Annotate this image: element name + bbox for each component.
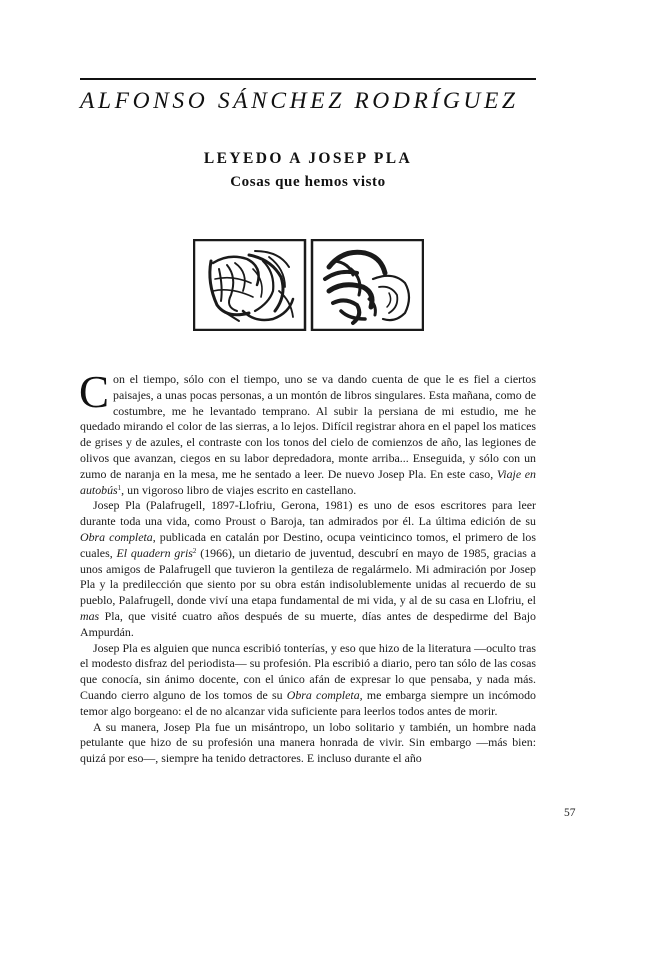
footnote-ref: 2 bbox=[192, 546, 197, 555]
book-title: El quadern gris bbox=[116, 545, 193, 560]
illustration-panel-right bbox=[312, 240, 423, 330]
italic-term: mas bbox=[80, 608, 100, 623]
article-subtitle: Cosas que hemos visto bbox=[230, 174, 386, 190]
book-title: Viaje en autobús bbox=[80, 466, 537, 497]
drop-cap: C bbox=[79, 367, 110, 417]
paragraph-1: Con el tiempo, sólo con el tiempo, uno se va dando cuenta de que le es fiel a ciertos paisajes, a unas pocas personas, a un montón de libros singulares. Esta mañana, como de costumbre, me he levantado temprano. Al subir la persiana de mi estudio, me he quedado mirando el color de las sierras, a lo lejos. Difícil registrar ahora en el papel los matices de grises y de azules, el contraste con los tonos del cielo de comienzos de año, las legiones de olivos que avanzan, ciegos en su labor depredadora, monte arriba... Enseguida, y sólo con un zumo de naranja en la mesa, me he sentado a leer. De nuevo Josep Pla. En este caso, Viaje en autobús$^1$, un vigoroso libro de viajes escrito en castellano. bbox=[79, 367, 537, 497]
article-title: LEYEDO A JOSEP PLA bbox=[203, 150, 413, 167]
author-name: ALFONSO SÁNCHEZ RODRÍGUEZ bbox=[80, 88, 519, 114]
illustration-panel-left bbox=[194, 240, 305, 330]
illustration bbox=[193, 239, 424, 331]
paragraph-2: Josep Pla (Palafrugell, 1897-Llofriu, Gerona, 1981) es uno de esos escritores para leer durante toda una vida, como Proust o Baroja, tan admirados por él. La última edición de su Obra completa, publicada en catalán por Destino, ocupa veinticinco tomos, el primero de los cuales, El quadern gris$^2$ (1966), un dietario de juventud, descubrí en mayo de 1985, gracias a unos amigos de Palafrugell que tuvieron la gentileza de regalármelo. Mi admiración por Josep Pla y la predilección que siento por su obra están indisolublemente unidas al recuerdo de su pueblo, Palafrugell, donde viví una etapa fundamental de mi vida, y al de su casa en Llofriu, el mas Pla, que visité cuatro años después de su muerte, días antes de despedirme del Bajo Ampurdán. bbox=[80, 498, 537, 639]
paragraph-4: A su manera, Josep Pla fue un misántropo, un lobo solitario y también, un hombre nada petulante que hizo de su profesión una manera honrada de vivir. Sin embargo —más bien: quizá por eso—, siempre ha tenido detractores. E incluso durante el año bbox=[80, 719, 536, 766]
page-number: 57 bbox=[564, 807, 576, 819]
article-body bbox=[79, 367, 537, 767]
book-title: Obra completa, bbox=[286, 687, 363, 702]
footnote-ref: 1 bbox=[117, 483, 122, 492]
header-rule bbox=[80, 78, 536, 80]
paragraph-3: Josep Pla es alguien que nunca escribió tonterías, y eso que hizo de la literatura —oculto tras el modesto disfraz del periodista— su profesión. Pla escribió a diario, pero tan sólo de las cosas que conocía, sin ánimo docente, con el único afán de expresar lo que pensaba, y nada más. Cuando cierro alguno de los tomos de su Obra completa, me embarga siempre un incómodo temor algo borgeano: el de no alcanzar vida suficiente para leerlos todos antes de morir. bbox=[80, 640, 536, 718]
book-title: Obra completa bbox=[80, 529, 153, 544]
